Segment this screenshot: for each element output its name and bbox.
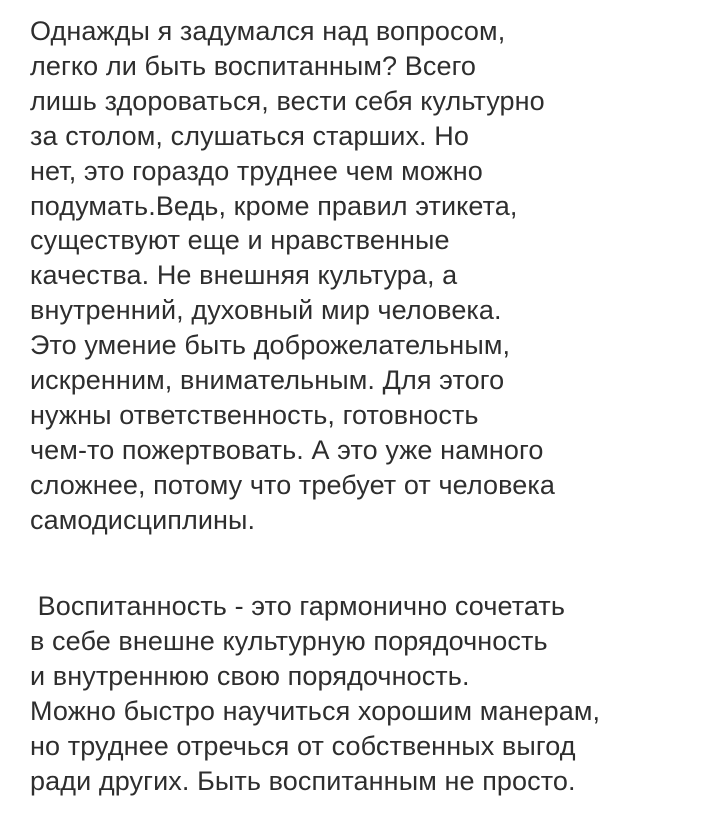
text-line: но труднее отречься от собственных выгод bbox=[30, 730, 576, 761]
text-line: Это умение быть доброжелательным, bbox=[30, 330, 511, 361]
text-line: в себе внешне культурную порядочность bbox=[30, 625, 548, 656]
paragraph-1 bbox=[30, 14, 710, 538]
text-line: чем-то пожертвовать. А это уже намного bbox=[30, 434, 544, 465]
text-line: Можно быстро научиться хорошим манерам, bbox=[30, 695, 601, 726]
text-line: и внутреннюю свою порядочность. bbox=[30, 660, 470, 691]
text-line: подумать.Ведь, кроме правил этикета, bbox=[30, 190, 518, 221]
text-line: внутренний, духовный мир человека. bbox=[30, 295, 502, 326]
text-line: существуют еще и нравственные bbox=[30, 225, 450, 256]
text-line: ради других. Быть воспитанным не просто. bbox=[30, 765, 576, 796]
paragraph-2 bbox=[30, 589, 710, 798]
text-line: искренним, внимательным. Для этого bbox=[30, 365, 505, 396]
text-line: лишь здороваться, вести себя культурно bbox=[30, 85, 545, 116]
text-line: Воспитанность - это гармонично сочетать bbox=[30, 591, 566, 621]
text-line: нужны ответственность, готовность bbox=[30, 399, 479, 430]
text-line: качества. Не внешняя культура, а bbox=[30, 260, 458, 291]
text-line: Однажды я задумался над вопросом, bbox=[30, 16, 506, 46]
text-line: нет, это гораздо труднее чем можно bbox=[30, 155, 483, 186]
text-line: за столом, слушаться старших. Но bbox=[30, 120, 469, 151]
text-line: легко ли быть воспитанным? Всего bbox=[30, 50, 477, 81]
text-line: сложнее, потому что требует от человека bbox=[30, 469, 555, 500]
text-line: самодисциплины. bbox=[30, 504, 256, 535]
